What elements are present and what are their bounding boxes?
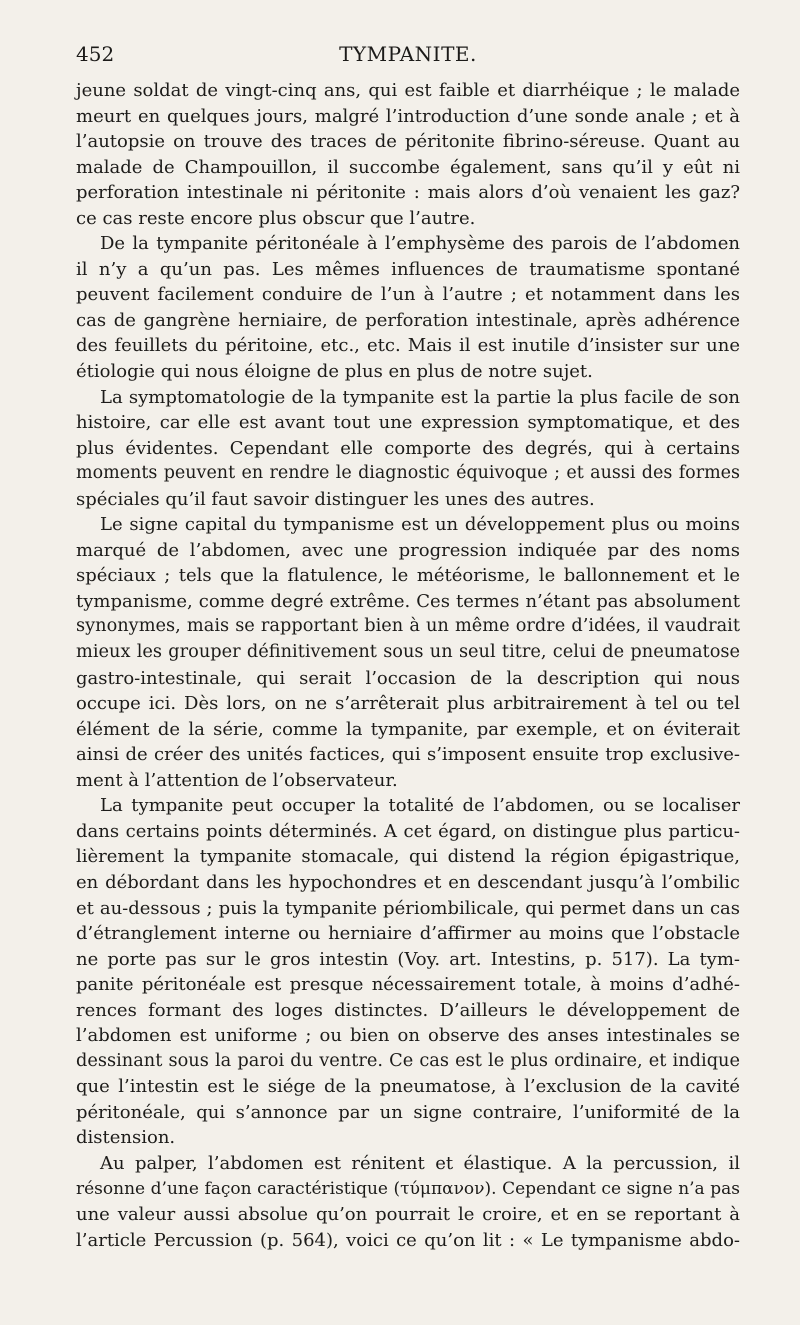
- text-line: jeune soldat de vingt-cinq ans, qui est faible et diarrhéique ; le malade: [76, 80, 740, 101]
- text-line: ce cas reste encore plus obscur que l’autre.: [76, 207, 476, 229]
- text-line: dessinant sous la paroi du ventre. Ce cas est le plus ordinaire, et indique: [76, 1050, 740, 1071]
- text-line: synonymes, mais se rapportant bien à un même ordre d’idées, il vaudrait: [76, 616, 740, 637]
- text-line: plus évidentes. Cependant elle comporte des degrés, qui à certains: [76, 437, 740, 459]
- text-line: La symptomatologie de la tympanite est la partie la plus facile de son: [100, 386, 740, 408]
- text-line: malade de Champouillon, il succombe également, sans qu’il y eût ni: [76, 156, 740, 178]
- text-line: spéciales qu’il faut savoir distinguer les unes des autres.: [76, 488, 595, 510]
- text-line: spéciaux ; tels que la flatulence, le météorisme, le ballonnement et le: [76, 565, 740, 587]
- text-line: occupe ici. Dès lors, on ne s’arrêterait plus arbitrairement à tel ou tel: [76, 693, 740, 715]
- text-line: ainsi de créer des unités factices, qui s’imposent ensuite trop exclusive-: [76, 744, 740, 766]
- text-line: l’autopsie on trouve des traces de péritonite fibrino-séreuse. Quant au: [76, 131, 740, 153]
- text-line: Au palper, l’abdomen est rénitent et élastique. A la percussion, il: [100, 1152, 740, 1174]
- text-line: rences formant des loges distinctes. D’ailleurs le développement de: [76, 999, 740, 1021]
- running-head: [76, 42, 740, 72]
- text-line: ment à l’attention de l’observateur.: [76, 769, 398, 791]
- text-line: histoire, car elle est avant tout une expression symptomatique, et des: [76, 412, 740, 434]
- text-line: l’article Percussion (p. 564), voici ce qu’on lit : « Le tympanisme abdo-: [76, 1229, 740, 1251]
- text-line: tympanisme, comme degré extrême. Ces termes n’étant pas absolument: [76, 590, 740, 612]
- text-line: La tympanite peut occuper la totalité de l’abdomen, ou se localiser: [100, 795, 740, 817]
- body-text: [76, 78, 740, 1253]
- text-line: élément de la série, comme la tympanite, par exemple, et on éviterait: [76, 718, 740, 740]
- text-line: perforation intestinale ni péritonite : mais alors d’où venaient les gaz?: [76, 182, 740, 204]
- text-line: résonne d’une façon caractéristique (τύμπανον). Cependant ce signe n’a pas: [76, 1178, 740, 1199]
- page-number: 452: [76, 42, 115, 66]
- text-line: une valeur aussi absolue qu’on pourrait le croire, et en se reportant à: [76, 1204, 740, 1226]
- text-line: De la tympanite péritonéale à l’emphysème des parois de l’abdomen: [100, 233, 740, 255]
- text-line: il n’y a qu’un pas. Les mêmes influences de traumatisme spontané: [76, 258, 740, 280]
- text-line: meurt en quelques jours, malgré l’introduction d’une sonde anale ; et à: [76, 105, 740, 127]
- text-line: l’abdomen est uniforme ; ou bien on observe des anses intestinales se: [76, 1025, 740, 1047]
- text-line: d’étranglement interne ou herniaire d’affirmer au moins que l’obstacle: [76, 923, 740, 945]
- text-line: panite péritonéale est presque nécessairement totale, à moins d’adhé-: [76, 974, 740, 996]
- text-line: des feuillets du péritoine, etc., etc. Mais il est inutile d’insister sur une: [76, 335, 740, 357]
- text-line: cas de gangrène herniaire, de perforation intestinale, après adhérence: [76, 309, 740, 331]
- text-line: et au-dessous ; puis la tympanite périombilicale, qui permet dans un cas: [76, 897, 740, 919]
- text-line: péritonéale, qui s’annonce par un signe contraire, l’uniformité de la: [76, 1101, 740, 1123]
- text-line: gastro-intestinale, qui serait l’occasion de la description qui nous: [76, 667, 740, 689]
- text-line: que l’intestin est le siége de la pneumatose, à l’exclusion de la cavité: [76, 1076, 740, 1098]
- text-line: étiologie qui nous éloigne de plus en plus de notre sujet.: [76, 361, 593, 383]
- text-line: peuvent facilement conduire de l’un à l’autre ; et notamment dans les: [76, 284, 740, 306]
- text-line: lièrement la tympanite stomacale, qui distend la région épigastrique,: [76, 846, 740, 868]
- text-line: Le signe capital du tympanisme est un développement plus ou moins: [100, 514, 740, 536]
- text-line: marqué de l’abdomen, avec une progression indiquée par des noms: [76, 539, 740, 561]
- running-title: TYMPANITE.: [339, 42, 477, 66]
- text-line: ne porte pas sur le gros intestin (Voy. art. Intestins, p. 517). La tym-: [76, 948, 740, 970]
- text-line: dans certains points déterminés. A cet égard, on distingue plus particu-: [76, 820, 740, 842]
- text-line: distension.: [76, 1127, 176, 1149]
- text-line: mieux les grouper définitivement sous un seul titre, celui de pneumatose: [76, 642, 740, 663]
- text-line: en débordant dans les hypochondres et en descendant jusqu’à l’ombilic: [76, 871, 740, 893]
- text-line: moments peuvent en rendre le diagnostic équivoque ; et aussi des formes: [76, 463, 740, 484]
